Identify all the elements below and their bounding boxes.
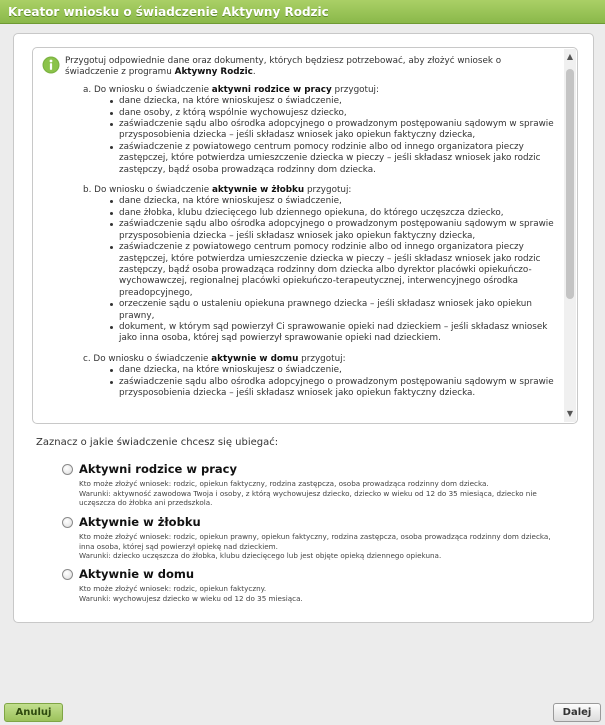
section-heading: b. Do wniosku o świadczenie aktywnie w żłobku przygotuj: xyxy=(83,185,352,196)
list-item: dokument, w którym sąd powierzył Ci sprawowanie opieki nad dzieckiem – jeśli składasz wniosek jako inna osoba, której sąd powierzył sprawowanie opieki nad dzieckiem. xyxy=(119,322,555,345)
option-label[interactable]: Aktywnie w żłobku xyxy=(79,515,201,529)
list-item: dane dziecka, na które wnioskujesz o świadczenie, xyxy=(119,96,555,107)
info-box[interactable] xyxy=(32,47,578,424)
list-item: zaświadczenie sądu albo ośrodka adopcyjnego o prowadzonym postępowaniu sądowym w sprawie przysposobienia dziecka – jeśli składasz wniosek jako opiekun faktyczny dziecka, xyxy=(119,219,554,241)
radio-aktywni-rodzice-w-pracy[interactable] xyxy=(62,464,73,475)
list-item: zaświadczenie z powiatowego centrum pomocy rodzinie albo od innego organizatora pieczy zastępczej, które potwierdza umieszczenie dziecka w pieczy – jeśli składasz wniosek jako rodzic zastępczy, bądź osoba prowadząca rodzinny dom dziecka albo dyrektor placówki opiekuńczo-wychowawczej, regionalnej placówki opiekuńczo-terapeutycznej, interwencyjnego ośrodka preadopcyjnego, xyxy=(119,242,555,299)
document-list xyxy=(119,365,555,399)
option-label[interactable]: Aktywnie w domu xyxy=(79,567,195,581)
section-pracy xyxy=(83,85,555,176)
section-zlobek xyxy=(83,185,555,345)
list-item: dane osoby, z którą wspólnie wychowujesz dziecko, xyxy=(119,108,555,119)
option-who: Kto może złożyć wniosek: rodzic, opiekun prawny, opiekun faktyczny, rodzina zastępcza, osoba prowadząca rodzinny dom dziecka, inna osoba, której sąd powierzył opiekę nad dzieckiem. xyxy=(79,532,551,551)
benefit-question: Zaznacz o jakie świadczenie chcesz się ubiegać: xyxy=(36,437,279,448)
option-label[interactable]: Aktywni rodzice w pracy xyxy=(79,462,237,476)
option-conditions: Warunki: dziecko uczęszcza do żłobka, klubu dziecięcego lub jest objęte opieką dziennego opiekuna. xyxy=(79,551,442,561)
cancel-button[interactable]: Anuluj xyxy=(4,703,63,722)
section-heading: c. Do wniosku o świadczenie aktywnie w domu przygotuj: xyxy=(83,353,346,364)
list-item: dane żłobka, klubu dziecięcego lub dziennego opiekuna, do którego uczęszcza dziecko, xyxy=(119,208,555,219)
scroll-thumb[interactable] xyxy=(566,69,574,299)
document-list xyxy=(119,196,555,344)
list-item: zaświadczenie sądu albo ośrodka adopcyjnego o prowadzonym postępowaniu sądowym w sprawie przysposobienia dziecka – jeśli składasz wniosek jako opiekun faktyczny dziecka, xyxy=(119,119,554,141)
info-intro: Przygotuj odpowiednie dane oraz dokumenty, których będziesz potrzebować, aby złożyć wniosek o świadczenie z programu Aktywny Rodzic. xyxy=(65,56,502,78)
option-description xyxy=(79,479,562,508)
radio-aktywnie-w-domu[interactable] xyxy=(62,569,73,580)
option-conditions: Warunki: aktywność zawodowa Twoja i osoby, z którą wychowujesz dziecko, dziecko w wieku od 12 do 35 miesiąca, dziecko nie uczęszcza do żłobka ani przedszkola. xyxy=(79,488,537,508)
scroll-down-arrow-icon[interactable]: ▼ xyxy=(566,409,574,418)
section-dom xyxy=(83,354,555,400)
option-description xyxy=(79,532,562,561)
option-who: Kto może złożyć wniosek: rodzic, opiekun faktyczny, rodzina zastępcza, osoba prowadząca rodzinny dom dziecka. xyxy=(79,479,489,488)
window-title: Kreator wniosku o świadczenie Aktywny Rodzic xyxy=(8,5,329,19)
list-item: zaświadczenie sądu albo ośrodka adopcyjnego o prowadzonym postępowaniu sądowym w sprawie przysposobienia dziecka – jeśli składasz wniosek jako opiekun faktyczny dziecka. xyxy=(119,376,554,398)
list-item: dane dziecka, na które wnioskujesz o świadczenie, xyxy=(119,365,555,376)
radio-aktywnie-w-zlobku[interactable] xyxy=(62,517,73,528)
info-icon xyxy=(42,56,60,74)
list-item: dane dziecka, na które wnioskujesz o świadczenie, xyxy=(119,196,555,207)
info-scrollbar[interactable] xyxy=(564,49,576,422)
document-list xyxy=(119,96,555,176)
option-description xyxy=(79,584,562,603)
list-item: orzeczenie sądu o ustaleniu opiekuna prawnego dziecka – jeśli składasz wniosek jako opiekun prawny, xyxy=(119,299,555,322)
title-bar xyxy=(0,0,605,24)
info-content xyxy=(65,56,555,422)
option-who: Kto może złożyć wniosek: rodzic, opiekun faktyczny. xyxy=(79,584,267,593)
section-heading: a. Do wniosku o świadczenie aktywni rodzice w pracy przygotuj: xyxy=(83,84,379,95)
option-conditions: Warunki: wychowujesz dziecko w wieku od 12 do 35 miesiąca. xyxy=(79,593,303,603)
list-item: zaświadczenie z powiatowego centrum pomocy rodzinie albo od innego organizatora pieczy zastępczej, które potwierdza umieszczenie dziecka w pieczy – jeśli składasz wniosek jako rodzic zastępczy, bądź osoba prowadząca rodzinny dom dziecka. xyxy=(119,142,555,176)
main-panel xyxy=(13,33,594,623)
scroll-up-arrow-icon[interactable]: ▲ xyxy=(566,52,574,61)
next-button[interactable]: Dalej xyxy=(553,703,601,722)
